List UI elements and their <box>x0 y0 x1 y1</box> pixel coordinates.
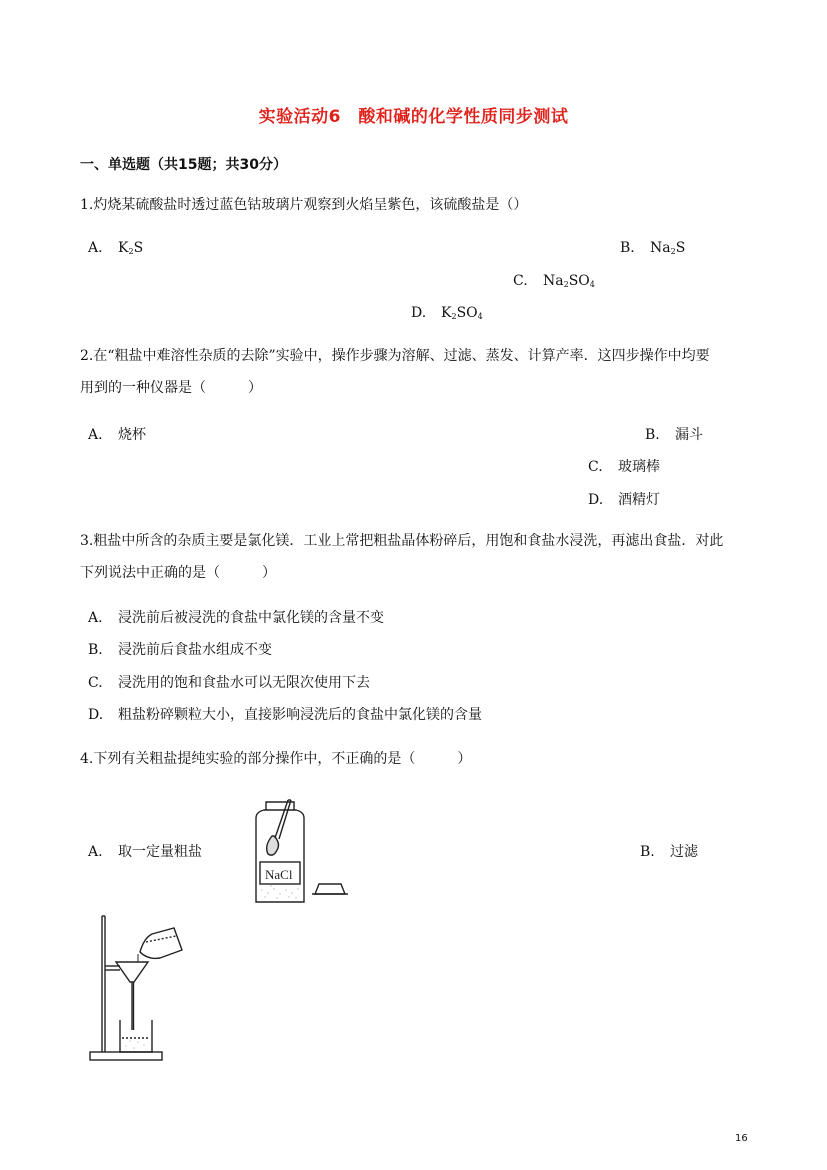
q1-option-b <box>620 240 685 256</box>
q4-option-a-text: 取一定量粗盐 <box>118 844 202 860</box>
question-3-line-1: 3.粗盐中所含的杂质主要是氯化镁．工业上常把粗盐晶体粉碎后，用饱和食盐水浸洗，再滤出食盐．对此 <box>80 533 724 549</box>
question-3-line-2: 下列说法中正确的是（ ） <box>80 565 276 581</box>
question-1-text: 1.灼烧某硫酸盐时透过蓝色钴玻璃片观察到火焰呈紫色，该硫酸盐是（） <box>80 197 528 213</box>
page-number: 16 <box>735 1133 748 1144</box>
q3-option-c-text: 浸洗用的饱和食盐水可以无限次使用下去 <box>118 675 370 691</box>
section-heading: 一、单选题（共15题；共30分） <box>80 157 287 173</box>
question-2-line-1: 2.在“粗盐中难溶性杂质的去除”实验中，操作步骤为溶解、过滤、蒸发、计算产率．这四步操作中均要 <box>80 348 710 364</box>
q2-option-a-text: 烧杯 <box>118 427 146 443</box>
q3-option-a-text: 浸洗前后被浸洗的食盐中氯化镁的含量不变 <box>118 610 384 626</box>
q1-option-d-label: D. <box>411 305 427 321</box>
question-4-text: 4.下列有关粗盐提纯实验的部分操作中，不正确的是（ ） <box>80 751 472 767</box>
q2-option-a <box>88 424 146 444</box>
q1-option-a-label: A. <box>88 240 103 256</box>
q3-option-d <box>88 704 482 724</box>
q4-option-b-text: 过滤 <box>670 844 698 860</box>
q3-option-a <box>88 607 384 627</box>
q3-option-c-label: C. <box>88 675 103 691</box>
reagent-bottle-illustration <box>244 790 352 906</box>
q4-option-a <box>88 841 202 861</box>
q3-option-d-label: D. <box>88 707 104 723</box>
q1-option-b-label: B. <box>620 240 635 256</box>
q1-option-d <box>411 305 483 321</box>
q3-option-c <box>88 672 370 692</box>
q3-option-b-text: 浸洗前后食盐水组成不变 <box>118 642 272 658</box>
question-2-line-2: 用到的一种仪器是（ ） <box>80 380 262 396</box>
page-title: 实验活动6 酸和碱的化学性质同步测试 <box>258 107 569 127</box>
q2-option-b <box>645 424 703 444</box>
q2-option-d-label: D. <box>588 492 604 508</box>
q2-option-c-text: 玻璃棒 <box>618 459 660 475</box>
filtration-apparatus-illustration <box>86 912 192 1064</box>
q1-option-b-formula: $Na_2S$ <box>650 240 686 256</box>
q1-option-c-formula: $Na_2SO_4$ <box>543 273 595 289</box>
q2-option-a-label: A. <box>88 427 103 443</box>
q2-option-d-text: 酒精灯 <box>618 492 660 508</box>
q4-option-b <box>640 841 698 861</box>
q4-option-b-label: B. <box>640 844 655 860</box>
q3-option-b-label: B. <box>88 642 103 658</box>
q1-option-a <box>88 240 143 256</box>
q1-option-d-formula: $K_2SO_4$ <box>441 305 483 321</box>
q4-option-a-label: A. <box>88 844 103 860</box>
q2-option-c-label: C. <box>588 459 603 475</box>
q3-option-d-text: 粗盐粉碎颗粒大小，直接影响浸洗后的食盐中氯化镁的含量 <box>118 707 482 723</box>
q1-option-c <box>513 273 595 289</box>
bottle-label: NaCl <box>265 867 293 882</box>
q2-option-b-label: B. <box>645 427 660 443</box>
q3-option-a-label: A. <box>88 610 103 626</box>
q3-option-b <box>88 639 272 659</box>
q2-option-c <box>588 456 660 476</box>
q1-option-a-formula: $K_2S$ <box>118 240 144 256</box>
q2-option-b-text: 漏斗 <box>675 427 703 443</box>
q2-option-d <box>588 489 660 509</box>
q1-option-c-label: C. <box>513 273 528 289</box>
